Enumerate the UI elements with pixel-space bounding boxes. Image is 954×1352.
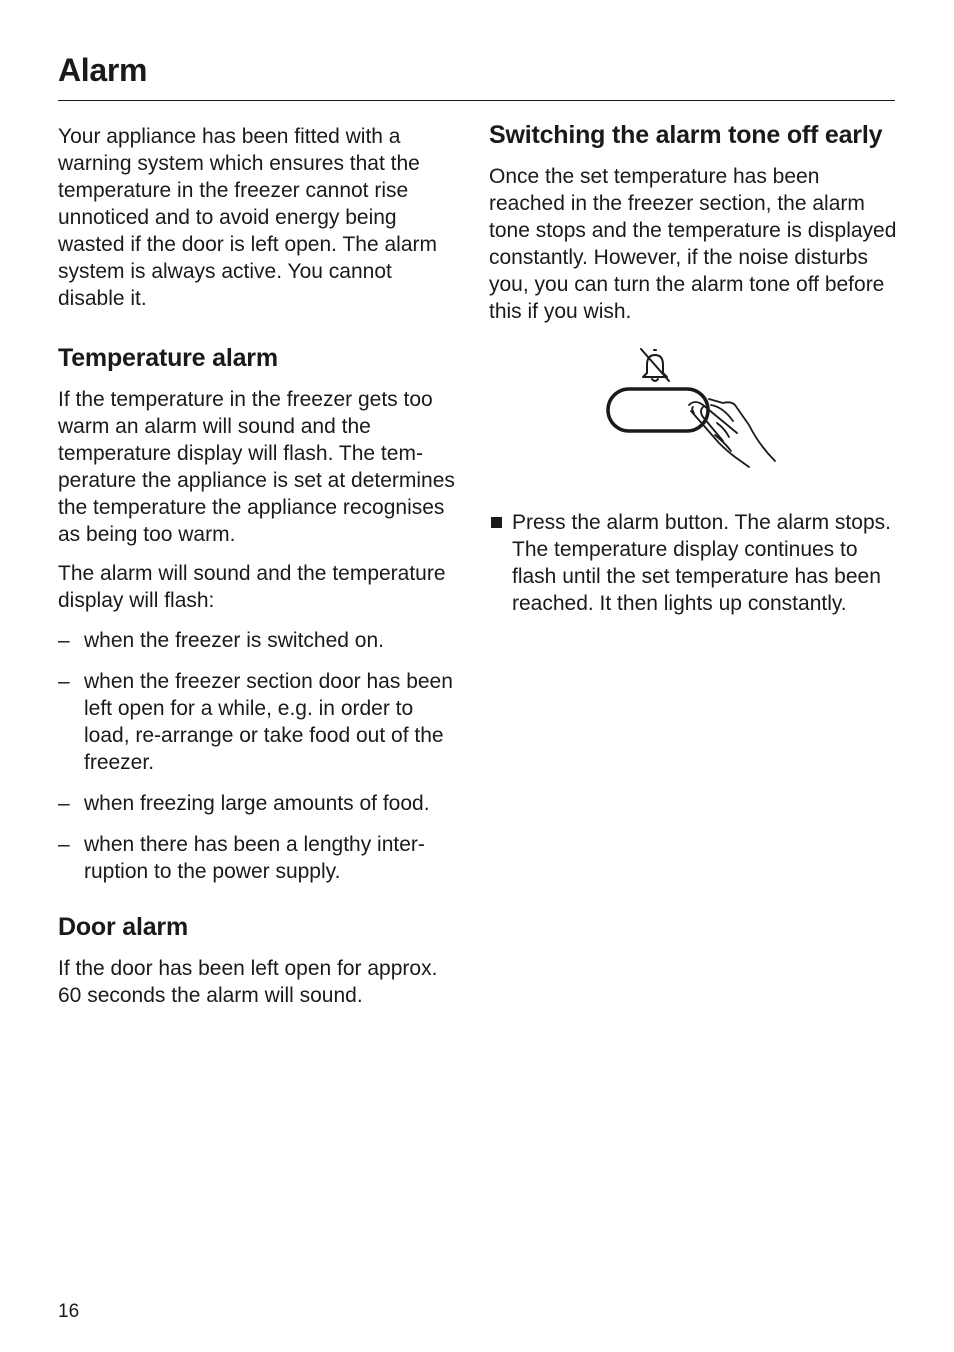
list-item-text: when the freezer section door has been left open for a while, e.g. in order to load, re-arrange or take food out of the freezer. (84, 670, 453, 774)
temperature-alarm-paragraph: If the temperature in the freezer gets too warm an alarm will sound and the temperature display will flash. The temperature the appliance is set at determines the temperature the appliance recognises as being too warm. (58, 388, 455, 546)
instruction-step-text: Press the alarm button. The alarm stops. The temperature display continues to flash until the set temperature has been reached. It then lights up constantly. (512, 511, 891, 615)
instruction-steps (489, 509, 899, 617)
bell-off-icon (641, 349, 669, 381)
title-divider (58, 100, 895, 101)
instruction-step (489, 509, 899, 617)
dash-bullet: – (58, 629, 70, 652)
list-item (58, 668, 463, 776)
dash-bullet: – (58, 833, 70, 856)
list-item (58, 627, 463, 654)
list-item-text: when the freezer is switched on. (84, 629, 384, 652)
list-item (58, 790, 463, 817)
square-bullet-icon (491, 517, 502, 528)
list-item-text: when there has been a lengthy interruption to the power supply. (84, 833, 425, 883)
list-item (58, 831, 463, 885)
switch-alarm-off-paragraph: Once the set temperature has been reached in the freezer section, the alarm tone stops and the temperature is displayed constantly. However, if the noise disturbs you, you can turn the alarm tone off before this if you wish. (489, 165, 897, 323)
intro-paragraph: Your appliance has been fitted with a warning system which ensures that the temperature in the freezer cannot rise unnoticed and to avoid energy being wasted if the door is left open. The alarm system is always active. You cannot disable it. (58, 125, 437, 310)
left-column (58, 123, 463, 1009)
switch-alarm-off-heading: Switching the alarm tone off early (489, 121, 883, 149)
page-number: 16 (58, 1301, 80, 1322)
page-title: Alarm (58, 52, 148, 88)
list-item-text: when freezing large amounts of food. (84, 792, 430, 815)
pressing-hand-icon (689, 399, 775, 467)
alarm-conditions-intro: The alarm will sound and the temperature display will flash: (58, 562, 446, 612)
dash-bullet: – (58, 670, 70, 693)
door-alarm-heading: Door alarm (58, 913, 188, 941)
door-alarm-paragraph: If the door has been left open for approx. 60 seconds the alarm will sound. (58, 957, 438, 1007)
right-column (489, 123, 899, 617)
alarm-button-illustration (489, 345, 899, 475)
temperature-alarm-heading: Temperature alarm (58, 344, 278, 372)
alarm-button-illustration-graphic (599, 345, 789, 475)
dash-bullet: – (58, 792, 70, 815)
alarm-conditions-list (58, 627, 463, 885)
